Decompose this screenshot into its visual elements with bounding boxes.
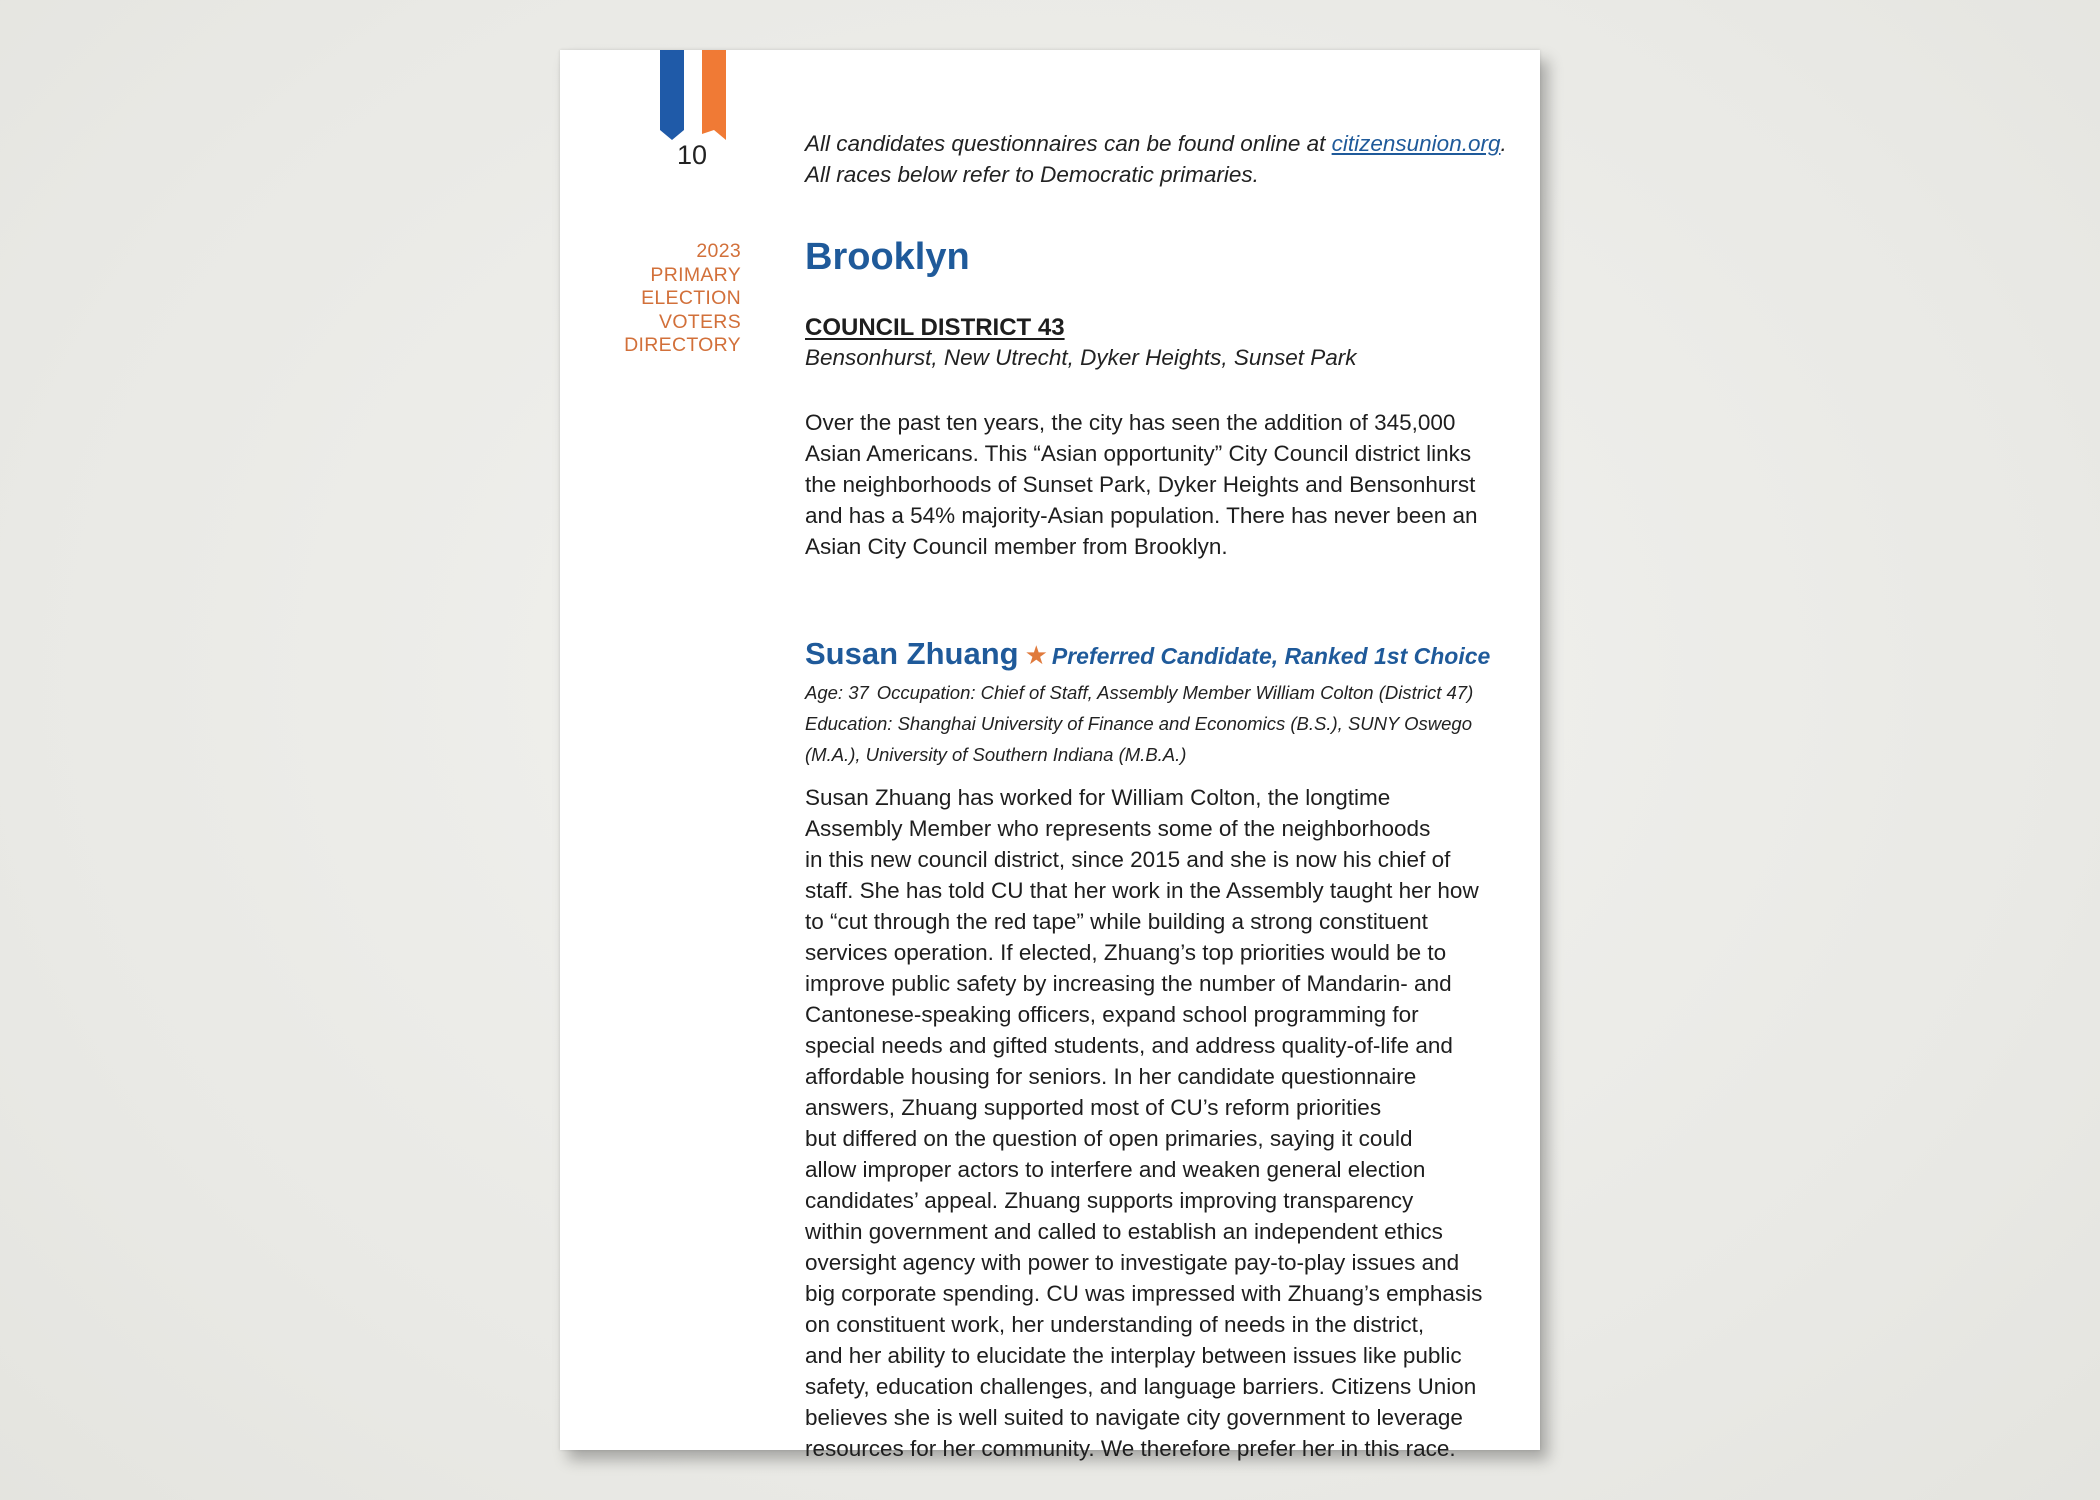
page-number: 10	[676, 140, 708, 170]
intro-line1-suffix: .	[1500, 131, 1507, 156]
region-title: Brooklyn	[805, 236, 970, 278]
candidate-details	[805, 677, 1473, 770]
candidate-education-line: Education: Shanghai University of Finance and Economics (B.S.), SUNY Oswego	[805, 713, 1473, 734]
district-neighborhoods: Bensonhurst, New Utrecht, Dyker Heights, Sunset Park	[805, 345, 1357, 370]
candidate-age: Age: 37	[805, 682, 869, 703]
side-label-line: 2023	[696, 240, 741, 262]
directory-side-label	[600, 240, 741, 358]
district-description-line: Over the past ten years, the city has seen the addition of 345,000	[805, 410, 1456, 435]
star-icon: ★	[1024, 640, 1048, 670]
bio-line: allow improper actors to interfere and weaken general election	[805, 1157, 1426, 1182]
intro-line1-prefix: All candidates questionnaires can be found online at	[805, 131, 1332, 156]
bio-line: and her ability to elucidate the interplay between issues like public	[805, 1343, 1462, 1368]
bio-line: candidates’ appeal. Zhuang supports improving transparency	[805, 1188, 1414, 1213]
side-label-line: ELECTION	[641, 287, 741, 309]
bio-line: big corporate spending. CU was impressed with Zhuang’s emphasis	[805, 1281, 1483, 1306]
bio-line: but differed on the question of open primaries, saying it could	[805, 1126, 1413, 1151]
bio-line: Susan Zhuang has worked for William Colton, the longtime	[805, 785, 1391, 810]
bio-line: Cantonese-speaking officers, expand school programming for	[805, 1002, 1419, 1027]
side-label-line: DIRECTORY	[624, 334, 741, 356]
bio-line: on constituent work, her understanding of needs in the district,	[805, 1312, 1425, 1337]
candidate-bio	[805, 782, 1482, 1464]
district-description	[805, 407, 1478, 562]
bio-line: believes she is well suited to navigate city government to leverage	[805, 1405, 1463, 1430]
document-page	[560, 50, 1540, 1461]
side-label-line: VOTERS	[659, 310, 741, 333]
district-description-line: Asian Americans. This “Asian opportunity” City Council district links	[805, 441, 1472, 466]
candidate-name: Susan Zhuang	[805, 636, 1019, 671]
bio-line: affordable housing for seniors. In her candidate questionnaire	[805, 1064, 1417, 1089]
side-label-line: PRIMARY	[650, 263, 741, 286]
bio-line: services operation. If elected, Zhuang’s top priorities would be to	[805, 940, 1447, 965]
bio-line: Assembly Member who represents some of the neighborhoods	[805, 816, 1431, 841]
bio-line: special needs and gifted students, and address quality-of-life and	[805, 1033, 1453, 1058]
bio-line: resources for her community. We therefore prefer her in this race.	[805, 1436, 1456, 1461]
bio-line: within government and called to establish an independent ethics	[805, 1219, 1443, 1244]
bio-line: oversight agency with power to investigate pay-to-play issues and	[805, 1250, 1460, 1275]
ribbon-bookmark-icon	[660, 50, 730, 142]
bio-line: to “cut through the red tape” while building a strong constituent	[805, 909, 1428, 934]
preferred-candidate-label: Preferred Candidate, Ranked 1st Choice	[1051, 643, 1491, 669]
bio-line: staff. She has told CU that her work in the Assembly taught her how	[805, 878, 1479, 903]
candidate-heading	[805, 636, 1490, 672]
bio-line: safety, education challenges, and language barriers. Citizens Union	[805, 1374, 1477, 1399]
candidate-occupation: Occupation: Chief of Staff, Assembly Member William Colton (District 47)	[876, 682, 1474, 703]
district-description-line: and has a 54% majority-Asian population. There has never been an	[805, 503, 1478, 528]
citizensunion-link[interactable]: citizensunion.org	[1331, 131, 1501, 156]
candidate-education-line: (M.A.), University of Southern Indiana (M.B.A.)	[805, 744, 1187, 765]
bio-line: in this new council district, since 2015 and she is now his chief of	[805, 847, 1451, 872]
bio-line: answers, Zhuang supported most of CU’s reform priorities	[805, 1095, 1382, 1120]
district-description-line: the neighborhoods of Sunset Park, Dyker Heights and Bensonhurst	[805, 472, 1476, 497]
intro-note	[805, 128, 1507, 190]
district-title: COUNCIL DISTRICT 43	[805, 314, 1065, 341]
bio-line: improve public safety by increasing the number of Mandarin- and	[805, 971, 1452, 996]
district-description-line: Asian City Council member from Brooklyn.	[805, 534, 1228, 559]
intro-line2: All races below refer to Democratic primaries.	[805, 162, 1259, 187]
